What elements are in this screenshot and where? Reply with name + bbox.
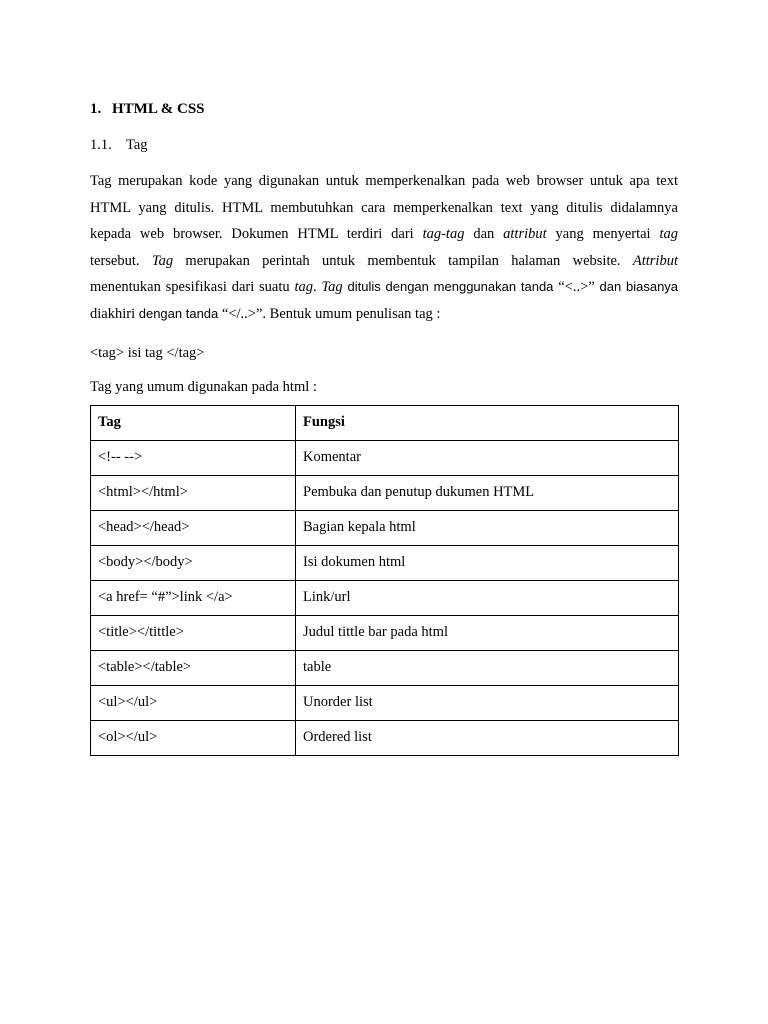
text-run: “</..>”. Bentuk umum penulisan tag :	[221, 305, 441, 322]
tag-cell: <html></html>	[91, 475, 296, 510]
function-cell: Ordered list	[296, 720, 679, 755]
text-run: menentukan spesifikasi dari suatu	[90, 279, 290, 296]
function-cell: Bagian kepala html	[296, 510, 679, 545]
function-cell: Judul tittle bar pada html	[296, 615, 679, 650]
table-row	[91, 510, 679, 545]
tag-cell: <!-- -->	[91, 440, 296, 475]
tag-cell: <a href= “#”>link </a>	[91, 580, 296, 615]
tag-cell: <head></head>	[91, 510, 296, 545]
text-run: yang menyertai	[555, 226, 651, 243]
tag-cell: <body></body>	[91, 545, 296, 580]
section-number: 1.	[90, 101, 102, 117]
text-run: diakhiri	[90, 305, 136, 322]
text-run: dengan tanda	[138, 305, 219, 321]
text-run: HTML yang ditulis. HTML membutuhkan cara memperkenalkan text yang ditulis didalamnya	[90, 199, 678, 216]
section-title: HTML & CSS	[112, 101, 205, 117]
subsection-title: Tag	[126, 137, 148, 153]
table-intro: Tag yang umum digunakan pada html :	[90, 378, 317, 395]
table-row	[91, 580, 679, 615]
paragraph-line	[90, 274, 678, 301]
text-run: ditulis dengan menggunakan tanda	[347, 279, 554, 295]
table-row	[91, 685, 679, 720]
tag-cell: <ul></ul>	[91, 685, 296, 720]
text-run: .	[313, 279, 317, 296]
table-row	[91, 440, 679, 475]
paragraph-line	[90, 195, 678, 222]
subsection-number: 1.1.	[90, 137, 112, 153]
function-cell: Link/url	[296, 580, 679, 615]
italic-term: Attribut	[632, 252, 678, 269]
table-row	[91, 650, 679, 685]
paragraph-line	[90, 301, 678, 328]
italic-term: Tag	[321, 279, 343, 296]
document-page	[90, 97, 678, 756]
column-header-fungsi: Fungsi	[296, 405, 679, 440]
tag-cell: <ol></ul>	[91, 720, 296, 755]
italic-term: tag-tag	[422, 226, 465, 243]
italic-term: attribut	[503, 226, 547, 243]
table-row	[91, 545, 679, 580]
text-run: merupakan perintah untuk membentuk tampilan halaman website.	[185, 252, 621, 269]
function-cell: Pembuka dan penutup dukumen HTML	[296, 475, 679, 510]
text-run: kepada web browser. Dokumen HTML terdiri dari	[90, 226, 414, 243]
body-paragraph	[90, 168, 678, 328]
text-run: dan	[473, 226, 495, 243]
table-row	[91, 615, 679, 650]
tag-cell: <table></table>	[91, 650, 296, 685]
text-run: “<..>”	[558, 279, 595, 296]
paragraph-line	[90, 248, 678, 275]
paragraph-line	[90, 221, 678, 248]
italic-term: tag	[659, 226, 678, 243]
text-run: dan biasanya	[599, 279, 679, 295]
text-run: tersebut.	[90, 252, 140, 269]
italic-term: Tag	[151, 252, 174, 269]
function-cell: Komentar	[296, 440, 679, 475]
text-run: Tag merupakan kode yang digunakan untuk memperkenalkan pada web browser untuk apa text	[90, 173, 678, 189]
italic-term: tag	[294, 279, 313, 296]
function-cell: Unorder list	[296, 685, 679, 720]
table-row	[91, 720, 679, 755]
tag-cell: <title></tittle>	[91, 615, 296, 650]
section-heading	[90, 97, 678, 121]
table-row	[91, 475, 679, 510]
paragraph-line	[90, 168, 678, 195]
table-header-row	[91, 405, 679, 440]
tag-table	[90, 405, 679, 756]
subsection-heading	[90, 135, 678, 155]
column-header-tag: Tag	[91, 405, 296, 440]
syntax-example: <tag> isi tag </tag>	[90, 344, 205, 361]
function-cell: Isi dokumen html	[296, 545, 679, 580]
function-cell: table	[296, 650, 679, 685]
